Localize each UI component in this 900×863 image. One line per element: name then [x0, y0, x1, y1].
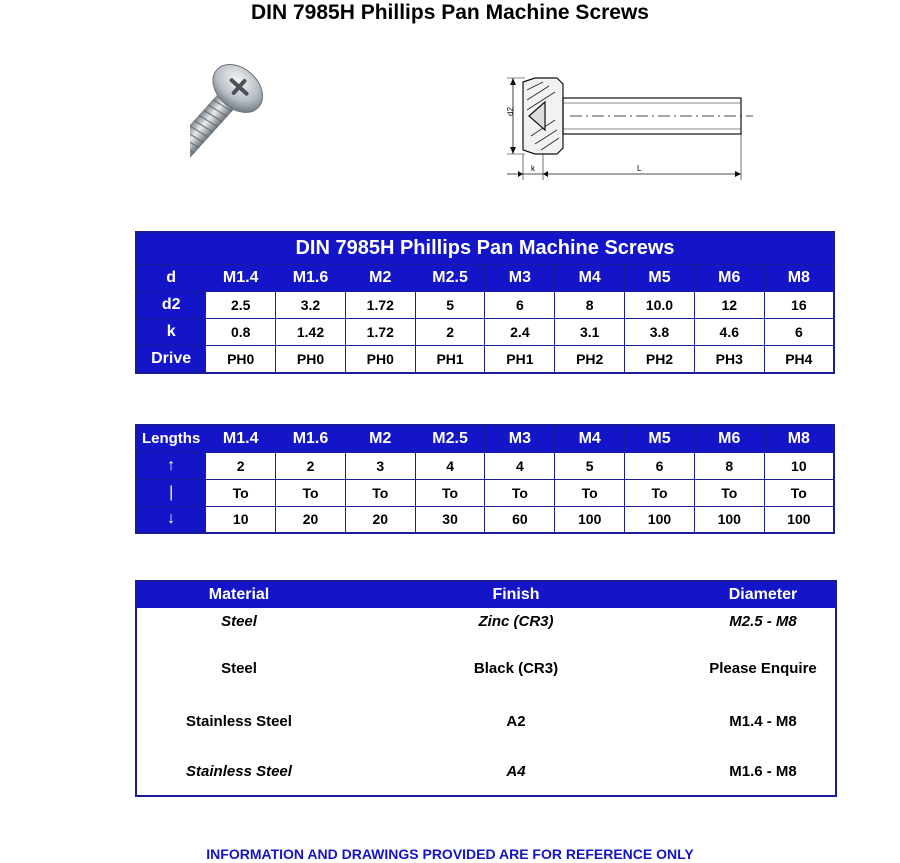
table-cell: 100: [694, 506, 764, 533]
table-cell: 0.8: [206, 319, 276, 346]
materials-table: [135, 580, 837, 797]
table-cell: PH2: [625, 346, 695, 373]
lengths-header-cell: M4: [555, 425, 625, 452]
lengths-header-cell: M2.5: [415, 425, 485, 452]
table-cell: 4.6: [694, 319, 764, 346]
arrow-up-icon: ↑: [136, 452, 206, 479]
lengths-header-cell: M2: [345, 425, 415, 452]
table-cell: 3: [345, 452, 415, 479]
table-cell: To: [206, 479, 276, 506]
spec-header-cell: M3: [485, 265, 555, 292]
lengths-header-cell: M5: [625, 425, 695, 452]
diameter-cell: M1.4 - M8: [729, 712, 797, 730]
table-cell: 16: [764, 292, 834, 319]
spec-header-row: [136, 265, 834, 292]
row-label: Drive: [136, 346, 206, 373]
table-cell: 4: [415, 452, 485, 479]
row-label: d2: [136, 292, 206, 319]
spec-header-cell: M6: [694, 265, 764, 292]
finish-cell: Zinc (CR3): [478, 613, 554, 630]
lengths-header-cell: M3: [485, 425, 555, 452]
spec-header-cell: M4: [555, 265, 625, 292]
spec-row-d2: [136, 292, 834, 319]
diameter-header: Diameter: [691, 581, 836, 608]
lengths-row-to: [136, 479, 834, 506]
table-cell: 3.1: [555, 319, 625, 346]
spec-table: [135, 231, 835, 374]
table-cell: To: [694, 479, 764, 506]
table-cell: 2.5: [206, 292, 276, 319]
material-cell: Stainless Steel: [186, 763, 292, 780]
table-cell: To: [625, 479, 695, 506]
table-cell: PH2: [555, 346, 625, 373]
table-cell: PH3: [694, 346, 764, 373]
spec-row-drive: [136, 346, 834, 373]
table-cell: To: [485, 479, 555, 506]
table-cell: 12: [694, 292, 764, 319]
table-cell: 6: [764, 319, 834, 346]
table-cell: 2: [415, 319, 485, 346]
materials-header-row: [136, 581, 836, 608]
disclaimer: INFORMATION AND DRAWINGS PROVIDED ARE FOR REFERENCE ONLY: [206, 846, 694, 862]
table-cell: 5: [555, 452, 625, 479]
table-cell: To: [276, 479, 346, 506]
table-cell: 3.8: [625, 319, 695, 346]
table-cell: PH1: [485, 346, 555, 373]
lengths-header-cell: Lengths: [136, 425, 206, 452]
table-cell: 10.0: [625, 292, 695, 319]
lengths-header-cell: M1.4: [206, 425, 276, 452]
material-row: [136, 748, 836, 796]
screw-photo: [190, 55, 340, 190]
table-cell: 10: [206, 506, 276, 533]
page-title: DIN 7985H Phillips Pan Machine Screws: [251, 1, 649, 24]
table-cell: To: [415, 479, 485, 506]
row-label: k: [136, 319, 206, 346]
table-cell: 6: [485, 292, 555, 319]
material-header: Material: [136, 581, 341, 608]
spec-header-cell: M2: [345, 265, 415, 292]
table-cell: 10: [764, 452, 834, 479]
technical-drawing: [495, 70, 760, 185]
table-cell: 30: [415, 506, 485, 533]
lengths-header-row: [136, 425, 834, 452]
finish-cell: A4: [506, 763, 526, 780]
table-cell: 100: [555, 506, 625, 533]
material-cell: Steel: [221, 613, 257, 630]
diameter-cell: M1.6 - M8: [729, 763, 797, 780]
table-cell: 1.42: [276, 319, 346, 346]
table-cell: 1.72: [345, 292, 415, 319]
spec-header-cell: M1.4: [206, 265, 276, 292]
spec-header-cell: M2.5: [415, 265, 485, 292]
k-label: k: [531, 164, 535, 173]
table-cell: To: [555, 479, 625, 506]
spec-row-k: [136, 319, 834, 346]
material-cell: Steel: [221, 659, 257, 677]
lengths-row-min: [136, 452, 834, 479]
table-cell: 100: [625, 506, 695, 533]
table-cell: PH0: [206, 346, 276, 373]
table-cell: 4: [485, 452, 555, 479]
table-cell: 8: [555, 292, 625, 319]
table-cell: 2: [276, 452, 346, 479]
table-cell: 6: [625, 452, 695, 479]
table-cell: 1.72: [345, 319, 415, 346]
table-cell: PH1: [415, 346, 485, 373]
table-cell: 2.4: [485, 319, 555, 346]
material-cell: Stainless Steel: [186, 712, 292, 730]
table-cell: PH0: [345, 346, 415, 373]
lengths-header-cell: M6: [694, 425, 764, 452]
spec-table-title: DIN 7985H Phillips Pan Machine Screws: [136, 232, 834, 265]
diameter-cell: M2.5 - M8: [729, 613, 797, 630]
diameter-cell: Please Enquire: [709, 659, 817, 677]
material-row: [136, 642, 836, 694]
spec-header-cell: M5: [625, 265, 695, 292]
table-cell: 100: [764, 506, 834, 533]
lengths-table: [135, 424, 835, 534]
material-row: [136, 694, 836, 748]
spec-header-cell: M8: [764, 265, 834, 292]
table-cell: 60: [485, 506, 555, 533]
table-cell: 20: [276, 506, 346, 533]
spec-header-cell: M1.6: [276, 265, 346, 292]
spec-header-cell: d: [136, 265, 206, 292]
table-cell: 3.2: [276, 292, 346, 319]
finish-header: Finish: [341, 581, 691, 608]
lengths-row-max: [136, 506, 834, 533]
table-cell: 2: [206, 452, 276, 479]
finish-cell: Black (CR3): [473, 659, 559, 677]
table-cell: PH0: [276, 346, 346, 373]
table-cell: 8: [694, 452, 764, 479]
table-cell: PH4: [764, 346, 834, 373]
finish-cell: A2: [506, 712, 526, 730]
lengths-header-cell: M1.6: [276, 425, 346, 452]
d2-label: d2: [506, 107, 515, 116]
table-cell: 20: [345, 506, 415, 533]
arrow-down-icon: ↓: [136, 506, 206, 533]
vertical-bar-icon: |: [136, 479, 206, 506]
lengths-header-cell: M8: [764, 425, 834, 452]
material-row: [136, 608, 836, 642]
table-cell: To: [345, 479, 415, 506]
table-cell: To: [764, 479, 834, 506]
l-label: L: [637, 164, 642, 173]
table-cell: 5: [415, 292, 485, 319]
